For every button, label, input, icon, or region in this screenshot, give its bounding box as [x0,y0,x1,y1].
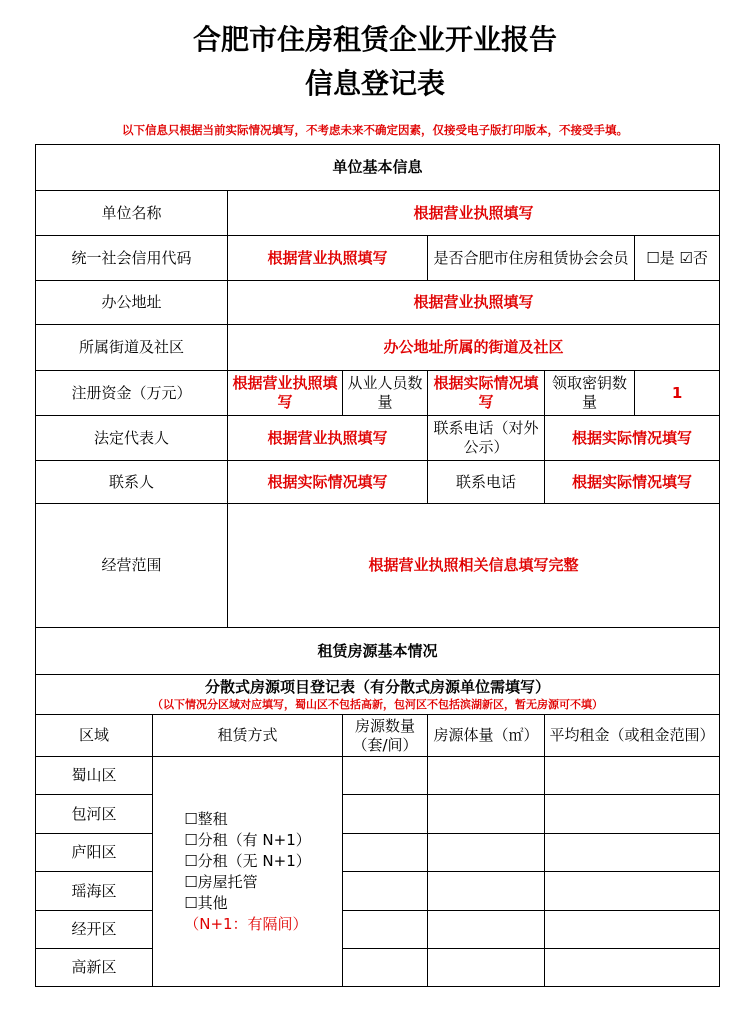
street-community-label: 所属街道及社区 [36,325,228,371]
average-rent-cell[interactable] [545,795,720,834]
housing-count-cell[interactable] [343,834,428,872]
legal-representative-value[interactable]: 根据营业执照填写 [228,416,428,461]
housing-area-cell[interactable] [428,834,545,872]
rental-mode-options [184,809,311,935]
registration-form-table [35,144,720,987]
member-yes-checkbox[interactable]: ☐是 [646,248,675,267]
unit-name-label: 单位名称 [36,191,228,236]
legal-representative-label: 法定代表人 [36,416,228,461]
housing-count-cell[interactable] [343,795,428,834]
district-name: 庐阳区 [36,834,153,872]
housing-area-cell[interactable] [428,872,545,911]
option-shared-without-partition-checkbox[interactable]: ☐分租（无 N+1） [184,851,311,870]
housing-count-cell[interactable] [343,911,428,949]
district-name: 包河区 [36,795,153,834]
fill-notice: 以下信息只根据当前实际情况填写，不考虑未来不确定因素，仅接受电子版打印版本，不接受手填。 [122,123,628,137]
option-whole-rent-checkbox[interactable]: ☐整租 [184,809,228,828]
credit-code-value[interactable]: 根据营业执照填写 [228,236,428,281]
column-header-rental-mode: 租赁方式 [153,715,343,757]
contact-person-value[interactable]: 根据实际情况填写 [228,461,428,504]
average-rent-cell[interactable] [545,949,720,987]
average-rent-cell[interactable] [545,834,720,872]
partition-hint: （N+1：有隔间） [184,914,308,933]
registered-capital-label: 注册资金（万元） [36,371,228,416]
housing-area-cell[interactable] [428,795,545,834]
option-other-checkbox[interactable]: ☐其他 [184,893,228,912]
option-custody-checkbox[interactable]: ☐房屋托管 [184,872,258,891]
column-header-district: 区域 [36,715,153,757]
rental-mode-options-cell [153,757,343,987]
form-subtitle: 信息登记表 [304,67,445,100]
public-phone-value[interactable]: 根据实际情况填写 [545,416,720,461]
dispersed-housing-title: 分散式房源项目登记表（有分散式房源单位需填写） [205,678,551,696]
key-count-value[interactable]: 1 [635,371,720,416]
unit-name-value[interactable]: 根据营业执照填写 [228,191,720,236]
business-scope-label: 经营范围 [36,504,228,628]
column-header-average-rent: 平均租金（或租金范围） [545,715,720,757]
district-name: 高新区 [36,949,153,987]
dispersed-housing-note: （以下情况分区域对应填写，蜀山区不包括高新，包河区不包括滨湖新区，暂无房源可不填） [152,698,604,711]
staff-count-value[interactable]: 根据实际情况填写 [428,371,545,416]
housing-area-cell[interactable] [428,911,545,949]
office-address-value[interactable]: 根据营业执照填写 [228,281,720,325]
association-member-checkboxes [635,236,720,281]
member-no-checkbox[interactable]: ☑否 [679,248,708,267]
credit-code-label: 统一社会信用代码 [36,236,228,281]
housing-count-cell[interactable] [343,872,428,911]
key-count-label: 领取密钥数量 [545,371,635,416]
district-name: 蜀山区 [36,757,153,795]
average-rent-cell[interactable] [545,911,720,949]
association-member-label: 是否合肥市住房租赁协会会员 [428,236,635,281]
section-basic-info-header: 单位基本信息 [36,145,720,191]
contact-phone-value[interactable]: 根据实际情况填写 [545,461,720,504]
office-address-label: 办公地址 [36,281,228,325]
section-rental-info-header: 租赁房源基本情况 [36,628,720,675]
street-community-value[interactable]: 办公地址所属的街道及社区 [228,325,720,371]
district-name: 瑶海区 [36,872,153,911]
column-header-housing-count: 房源数量（套/间） [343,715,428,757]
average-rent-cell[interactable] [545,757,720,795]
contact-person-label: 联系人 [36,461,228,504]
average-rent-cell[interactable] [545,872,720,911]
contact-phone-label: 联系电话 [428,461,545,504]
housing-count-cell[interactable] [343,949,428,987]
dispersed-housing-title-cell [36,675,720,715]
housing-count-cell[interactable] [343,757,428,795]
form-title: 合肥市住房租赁企业开业报告 [192,23,557,56]
registered-capital-value[interactable]: 根据营业执照填写 [228,371,343,416]
column-header-housing-area: 房源体量（㎡） [428,715,545,757]
option-shared-with-partition-checkbox[interactable]: ☐分租（有 N+1） [184,830,311,849]
staff-count-label: 从业人员数量 [343,371,428,416]
district-name: 经开区 [36,911,153,949]
housing-area-cell[interactable] [428,949,545,987]
business-scope-value[interactable]: 根据营业执照相关信息填写完整 [228,504,720,628]
public-phone-label: 联系电话（对外公示） [428,416,545,461]
housing-area-cell[interactable] [428,757,545,795]
